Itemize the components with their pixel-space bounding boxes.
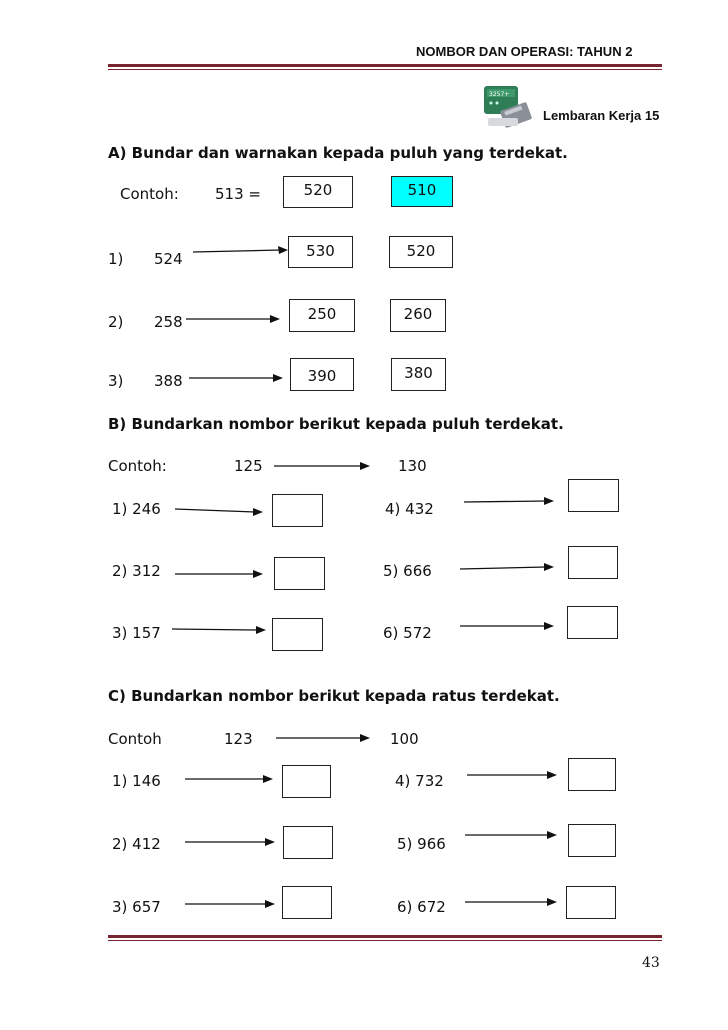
arrow-icon — [467, 769, 559, 781]
answer-box[interactable] — [568, 546, 618, 579]
question-label: 3) 157 — [112, 624, 161, 642]
arrow-icon — [465, 829, 559, 841]
example-selected-option-box — [391, 176, 453, 207]
answer-box[interactable] — [568, 479, 619, 512]
option-value: 250 — [307, 305, 337, 323]
section-c-heading: C) Bundarkan nombor berikut kepada ratus terdekat. — [108, 687, 560, 705]
option-value: 530 — [306, 242, 335, 260]
example-label: Contoh: — [108, 457, 167, 475]
arrow-icon — [185, 898, 277, 910]
option-value: 380 — [404, 364, 433, 382]
option-value: 520 — [406, 242, 436, 260]
arrow-icon — [186, 313, 282, 325]
arrow-icon — [185, 773, 275, 785]
question-label: 4) 732 — [395, 772, 444, 790]
arrow-icon — [193, 246, 289, 258]
option-box[interactable] — [290, 358, 354, 391]
example-value: 123 — [224, 730, 253, 748]
answer-box[interactable] — [274, 557, 325, 590]
question-label: 5) 966 — [397, 835, 446, 853]
arrow-icon — [175, 568, 265, 580]
arrow-icon — [276, 732, 372, 744]
example-answer: 100 — [390, 730, 419, 748]
page-number: 43 — [642, 955, 660, 971]
question-label: 5) 666 — [383, 562, 432, 580]
example-label: Contoh: — [120, 185, 179, 203]
option-value: 390 — [307, 367, 337, 385]
item-number: 2) — [108, 313, 124, 331]
answer-box[interactable] — [566, 886, 616, 919]
section-a-heading: A) Bundar dan warnakan kepada puluh yang terdekat. — [108, 144, 568, 162]
worksheet-label: Lembaran Kerja 15 — [543, 108, 660, 123]
arrow-icon — [172, 624, 268, 636]
question-label: 2) 312 — [112, 562, 161, 580]
option-box[interactable] — [289, 299, 355, 332]
answer-box[interactable] — [282, 886, 332, 919]
example-label: Contoh — [108, 730, 162, 748]
option-value: 260 — [403, 305, 433, 323]
answer-box[interactable] — [568, 758, 616, 791]
arrow-icon — [465, 896, 559, 908]
option-box[interactable] — [390, 299, 446, 332]
option-value: 520 — [303, 181, 333, 199]
question-label: 2) 412 — [112, 835, 161, 853]
answer-box[interactable] — [283, 826, 333, 859]
question-label: 1) 146 — [112, 772, 161, 790]
arrow-icon — [460, 620, 556, 632]
item-value: 524 — [154, 250, 183, 268]
option-value: 510 — [407, 181, 437, 199]
item-number: 1) — [108, 250, 124, 268]
question-label: 6) 572 — [383, 624, 432, 642]
arrow-icon — [464, 496, 556, 508]
svg-text:3257+: 3257+ — [489, 91, 510, 98]
question-label: 3) 657 — [112, 898, 161, 916]
example-expression: 513 = — [215, 185, 261, 203]
arrow-icon — [460, 562, 556, 574]
answer-box[interactable] — [567, 606, 618, 639]
document-title: NOMBOR DAN OPERASI: TAHUN 2 — [416, 44, 633, 59]
answer-box[interactable] — [272, 494, 323, 527]
option-box[interactable] — [391, 358, 446, 391]
answer-box[interactable] — [568, 824, 616, 857]
answer-box[interactable] — [272, 618, 323, 651]
option-box[interactable] — [288, 236, 353, 268]
question-label: 6) 672 — [397, 898, 446, 916]
answer-box[interactable] — [282, 765, 331, 798]
option-box[interactable] — [389, 236, 453, 268]
arrow-icon — [189, 372, 285, 384]
example-value: 125 — [234, 457, 263, 475]
item-value: 388 — [154, 372, 183, 390]
arrow-icon — [175, 505, 265, 517]
arrow-icon — [185, 836, 277, 848]
item-value: 258 — [154, 313, 183, 331]
item-number: 3) — [108, 372, 124, 390]
section-b-heading: B) Bundarkan nombor berikut kepada puluh terdekat. — [108, 415, 564, 433]
arrow-icon — [274, 460, 372, 472]
example-option-box — [283, 176, 353, 208]
question-label: 1) 246 — [112, 500, 161, 518]
calculator-icon — [482, 84, 534, 130]
question-label: 4) 432 — [385, 500, 434, 518]
example-answer: 130 — [398, 457, 427, 475]
